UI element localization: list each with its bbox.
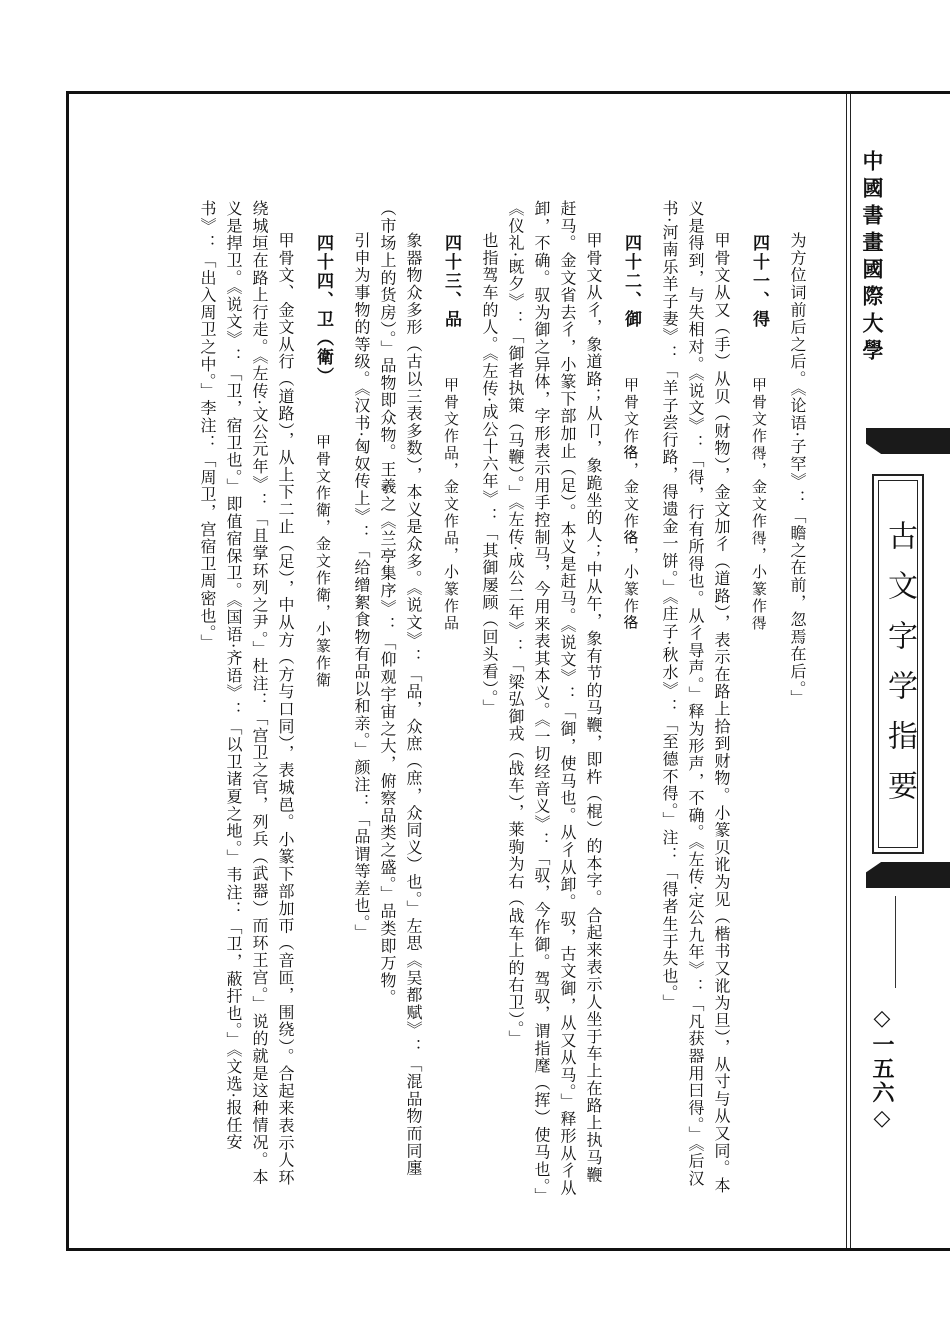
margin-rule-inner [850,94,851,1248]
character-forms: 甲骨文作品，金文作品，小篆作品 [442,376,460,632]
character-forms: 甲骨文作衛，金文作衛，小篆作衛 [314,433,332,689]
margin-rule [846,94,847,1248]
paragraph-44a: 甲骨文、金文从行（道路），从上下二止（足），中从方（方与口同），表城邑。小篆下部加帀（音匝，围绕）。合起来表示人环绕城垣在路上行走。《左传·文公元年》：「且掌环列之尹。」杜注：「宫卫之官，列兵（武器）而环王宫。」说的就是这种情况。本义是捍卫。《说文》：「卫，宿卫也。」即值宿保卫。《国语·齐语》：「以卫诸夏之地。」韦注：「卫，蔽扞也。」《文选·报任安书》：「出入周卫之中。」李注：「周卫，宫宿卫周密也。」 [198,200,295,1187]
paragraph-top: 为方位词前后之后。《论语·子罕》：「瞻之在前，忽焉在后。」 [788,232,807,707]
margin-short-rule [895,896,896,988]
heading-text: 四十一、得 [749,234,769,329]
character-forms: 甲骨文作𢔶，金文作𢔶，小篆作𢔶 [750,376,768,632]
page-number: ◇一五六◇ [869,1005,895,1133]
entry-heading-43 [438,200,464,1200]
paragraph-43a: 象器物众多形（古以三表多数），本义是众多。《说文》：「品，众庶（庶，众同义）也。」左思《吴都赋》：「混品物而同廛（市场上的货房）。」品物即众物。王羲之《兰亭集序》：「仰观宇宙之大，俯察品类之盛。」品类即万物。 [378,200,423,1177]
entry-heading-44 [310,200,336,1200]
heading-text: 四十二、御 [621,234,641,329]
entry-heading-42 [618,200,644,1200]
heading-text: 四十三、品 [441,234,461,329]
paragraph-41a: 甲骨文从又（手）从贝（财物），金文加彳（道路），表示在路上拾到财物。小篆贝讹为见（楷书又讹为旦），从寸与从又同。本义是得到，与失相对。《说文》：「得，行有所得也。从彳㝵声。」释为形声，不确。《左传·定公九年》：「凡获器用曰得。」《后汉书·河南乐羊子妻》：「羊子尝行路，得遗金一饼。」《庄子·秋水》：「至德不得。」注：「得者生于失也。」 [660,200,731,1195]
university-name: 中國書畫國際大學 [860,150,885,366]
heading-text: 四十四、卫（衛） [313,234,333,386]
paragraph-42b: 也指驾车的人。《左传·成公十六年》：「其御屡顾（回头看）。」 [480,232,499,717]
body-text [110,200,810,1200]
entry-heading-41 [746,200,772,1200]
ornament-bottom [866,862,950,888]
ornament-top [866,428,950,454]
character-forms: 甲骨文作𢓜，金文作𢓜，小篆作𢓜 [622,376,640,632]
paragraph-42a: 甲骨文从彳，象道路；从卩，象跪坐的人；中从午，象有节的马鞭，即杵（棍）的本字。合起来表示人坐于车上在路上执马鞭赶马。金文省去彳，小篆下部加止（足）。本义是赶马。《说文》：「御，使马也。从彳从卸。驭，古文御，从又从马。」释形从彳从卸，不确。驭为御之异体，字形表示用手控制马，今用来表其本义。《一切经音义》：「驭，今作御。驾驭，谓指麾（挥）使马也。」《仪礼·既夕》：「御者执策（马鞭）。」《左传·成公二年》：「梁弘御戎（战车），莱驹为右（战车上的右卫）。」 [506,200,603,1197]
book-title: 古文字学指要 [882,520,917,820]
paragraph-43b: 引申为事物的等级。《汉书·匈奴传上》：「给缯絮食物有品以和亲。」颜注：「品谓等差也。」 [352,232,371,941]
